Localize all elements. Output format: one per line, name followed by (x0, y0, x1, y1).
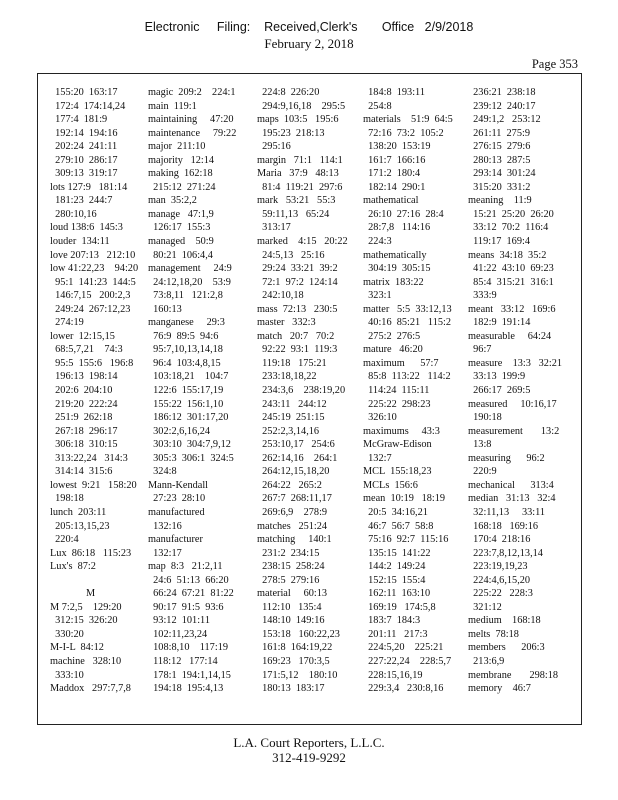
index-entry-line: 233:18,18,22 (257, 371, 317, 383)
index-entry-line: 72:1 97:2 124:14 (257, 276, 338, 288)
index-entry-line: 198:18 (50, 493, 84, 505)
reporter-phone: 312-419-9292 (272, 750, 346, 765)
index-entry-line: 293:14 301:24 (468, 168, 536, 180)
index-entry-line: 274:19 (50, 317, 84, 329)
index-entry-line: 249:24 267:12,23 (50, 303, 131, 315)
index-entry-line: 186:12 301:17,20 (148, 412, 229, 424)
index-entry-line: 225:22 228:3 (468, 588, 533, 600)
index-entry-line: 238:15 258:24 (257, 561, 325, 573)
index-entry-line: 245:19 251:15 (257, 412, 325, 424)
index-entry-line: 178:1 194:1,14,15 (148, 669, 231, 681)
index-entry-line: meaning 11:9 (468, 195, 532, 207)
index-entry-line: 192:14 194:16 (50, 127, 118, 139)
index-entry-line: 205:13,15,23 (50, 520, 110, 532)
index-entry-line: membrane 298:18 (468, 669, 559, 681)
index-entry-line: 234:3,6 238:19,20 (257, 385, 346, 397)
index-entry-line: 302:2,6,16,24 (148, 425, 211, 437)
index-entry-line: means 34:18 35:2 (468, 249, 547, 261)
index-entry-line: 224:5,20 225:21 (363, 642, 444, 654)
index-entry-line: 103:18,21 104:7 (148, 371, 229, 383)
index-entry-line: 249:1,2 253:12 (468, 114, 541, 126)
index-entry-line: medium 168:18 (468, 615, 541, 627)
index-entry-line: 46:7 56:7 58:8 (363, 520, 434, 532)
index-entry-line: 40:16 85:21 115:2 (363, 317, 452, 329)
index-entry-line: mechanical 313:4 (468, 479, 554, 491)
index-entry-line: 315:20 331:2 (468, 181, 531, 193)
index-entry-line: 239:12 240:17 (468, 100, 536, 112)
index-entry-line: 119:18 175:21 (257, 357, 327, 369)
index-entry-line: marked 4:15 20:22 (257, 236, 348, 248)
index-entry-line: 330:20 (50, 628, 84, 640)
index-entry-line: 312:15 326:20 (50, 615, 118, 627)
index-entry-line: 309:13 319:17 (50, 168, 118, 180)
index-entry-line: mathematically (363, 249, 427, 261)
index-entry-line: 280:13 287:5 (468, 154, 531, 166)
index-entry-line: 253:10,17 254:6 (257, 439, 335, 451)
index-entry-line: meant 33:12 169:6 (468, 303, 556, 315)
index-entry-line: manufacturer (148, 534, 203, 546)
index-entry-line: 184:8 193:11 (363, 87, 425, 98)
index-entry-line: 323:1 (363, 290, 392, 302)
index-entry-line: matter 5:5 33:12,13 (363, 303, 452, 315)
index-entry-line: managed 50:9 (148, 236, 214, 248)
index-entry-line: loud 138:6 145:3 (50, 222, 123, 234)
index-entry-line: lunch 203:11 (50, 506, 107, 518)
index-entry-line: 155:22 156:1,10 (148, 398, 224, 410)
index-entry-line: 306:18 310:15 (50, 439, 118, 451)
index-entry-line: 169:23 170:3,5 (257, 655, 330, 667)
filing-stamp: Electronic Filing: Received,Clerk's Office 2/9/2018 (144, 20, 474, 34)
index-entry-line: 95:5 155:6 196:8 (50, 357, 134, 369)
index-entry-line: 59:11,13 65:24 (257, 208, 330, 220)
index-entry-line: 29:24 33:21 39:2 (257, 263, 338, 275)
index-entry-line: manufactured (148, 506, 205, 518)
index-entry-line: 224:8 226:20 (257, 87, 320, 98)
index-entry-line: map 8:3 21:2,11 (148, 561, 223, 573)
index-entry-line: 278:5 279:16 (257, 574, 320, 586)
index-entry-line: 269:6,9 278:9 (257, 506, 328, 518)
index-column-4 (363, 86, 466, 696)
index-entry-line: 148:10 149:16 (257, 615, 325, 627)
index-entry-line: 196:13 198:14 (50, 371, 118, 383)
index-entry-line: louder 134:11 (50, 236, 110, 248)
index-entry-line: Lux 86:18 115:23 (50, 547, 132, 559)
index-entry-line: MCLs 156:6 (363, 479, 418, 491)
index-entry-line: 85:8 113:22 114:2 (363, 371, 451, 383)
index-column-1 (50, 86, 153, 696)
index-entry-line: lower 12:15,15 (50, 330, 115, 342)
index-entry-line: 119:17 169:4 (468, 236, 530, 248)
index-entry-line: 213:6,9 (468, 655, 505, 667)
index-entry-line: maximums 43:3 (363, 425, 440, 437)
index-entry-line: Maddox 297:7,7,8 (50, 683, 131, 695)
index-entry-line: 171:5,12 180:10 (257, 669, 338, 681)
index-entry-line: 41:22 43:10 69:23 (468, 263, 554, 275)
index-entry-line: MCL 155:18,23 (363, 466, 432, 478)
index-entry-line: 161:7 166:16 (363, 154, 426, 166)
index-entry-line: 33:13 199:9 (468, 371, 526, 383)
index-entry-line: 304:19 305:15 (363, 263, 431, 275)
index-entry-line: Lux's 87:2 (50, 561, 96, 573)
index-entry-line: 96:7 (468, 344, 492, 356)
index-entry-line: love 207:13 212:10 (50, 249, 136, 261)
index-entry-line: 85:4 315:21 316:1 (468, 276, 554, 288)
index-entry-line: mature 46:20 (363, 344, 423, 356)
index-entry-line: main 119:1 (148, 100, 197, 112)
index-column-2 (148, 86, 251, 696)
index-entry-line: lowest 9:21 158:20 (50, 479, 137, 491)
index-entry-line: 95:1 141:23 144:5 (50, 276, 136, 288)
index-entry-line: 321:12 (468, 601, 502, 613)
index-entry-line: matrix 183:22 (363, 276, 424, 288)
index-entry-line: 24:5,13 25:16 (257, 249, 325, 261)
index-entry-line: 313:17 (257, 222, 291, 234)
index-entry-line: 333:9 (468, 290, 497, 302)
index-entry-line: mathematical (363, 195, 419, 207)
index-entry-line: members 206:3 (468, 642, 545, 654)
index-entry-line: material 60:13 (257, 588, 328, 600)
index-entry-line: 295:16 (257, 141, 291, 153)
index-entry-line: 219:20 222:24 (50, 398, 118, 410)
index-entry-line: mass 72:13 230:5 (257, 303, 338, 315)
index-entry-line: 223:19,19,23 (468, 561, 528, 573)
index-entry-line: 264:12,15,18,20 (257, 466, 330, 478)
index-entry-line: 314:14 315:6 (50, 466, 113, 478)
index-entry-line: 33:12 70:2 116:4 (468, 222, 549, 234)
index-entry-line: 135:15 141:22 (363, 547, 431, 559)
index-entry-line: manganese 29:3 (148, 317, 225, 329)
index-entry-line: 75:16 92:7 115:16 (363, 534, 449, 546)
index-entry-line: Mann-Kendall (148, 479, 209, 491)
index-entry-line: machine 328:10 (50, 655, 122, 667)
index-entry-line: maintaining 47:20 (148, 114, 234, 126)
index-entry-line: man 35:2,2 (148, 195, 197, 207)
index-entry-line: median 31:13 32:4 (468, 493, 556, 505)
index-entry-line: 262:14,16 264:1 (257, 452, 338, 464)
index-entry-line: 144:2 149:24 (363, 561, 426, 573)
index-entry-line: 95:7,10,13,14,18 (148, 344, 223, 356)
index-entry-line: mark 53:21 55:3 (257, 195, 336, 207)
index-entry-line: 68:5,7,21 74:3 (50, 344, 123, 356)
index-entry-line: maintenance 79:22 (148, 127, 237, 139)
index-entry-line: low 41:22,23 94:20 (50, 263, 139, 275)
word-index (37, 73, 580, 723)
index-entry-line: 182:9 191:14 (468, 317, 531, 329)
index-entry-line: majority 12:14 (148, 154, 215, 166)
index-entry-line: 153:18 160:22,23 (257, 628, 340, 640)
index-entry-line: 169:19 174:5,8 (363, 601, 436, 613)
index-entry-line: 28:7,8 114:16 (363, 222, 431, 234)
index-entry-line: 279:10 286:17 (50, 154, 118, 166)
index-entry-line: 182:14 290:1 (363, 181, 426, 193)
index-entry-line: 160:13 (148, 303, 182, 315)
index-entry-line: 254:8 (363, 100, 392, 112)
index-entry-line: mean 10:19 18:19 (363, 493, 446, 505)
index-entry-line: 76:9 89:5 94:6 (148, 330, 219, 342)
index-entry-line: 195:23 218:13 (257, 127, 325, 139)
index-entry-line: 81:4 119:21 297:6 (257, 181, 343, 193)
index-entry-line: 171:2 180:4 (363, 168, 421, 180)
index-entry-line: M 7:2,5 129:20 (50, 601, 122, 613)
index-entry-line: 264:22 265:2 (257, 479, 322, 491)
index-entry-line: 132:16 (148, 520, 182, 532)
index-entry-line: 276:15 279:6 (468, 141, 531, 153)
index-entry-line: 73:8,11 121:2,8 (148, 290, 223, 302)
index-entry-line: lots 127:9 181:14 (50, 181, 128, 193)
index-entry-line: 122:6 155:17,19 (148, 385, 224, 397)
index-entry-line: 90:17 91:5 93:6 (148, 601, 224, 613)
index-entry-line: 220:4 (50, 534, 79, 546)
index-entry-line: 183:7 184:3 (363, 615, 421, 627)
index-entry-line: 155:20 163:17 (50, 87, 118, 98)
index-entry-line: 267:18 296:17 (50, 425, 118, 437)
index-entry-line: 324:8 (148, 466, 177, 478)
index-entry-line: major 211:10 (148, 141, 206, 153)
index-entry-line: 112:10 135:4 (257, 601, 322, 613)
index-entry-line: 305:3 306:1 324:5 (148, 452, 234, 464)
index-entry-line: 194:18 195:4,13 (148, 683, 224, 695)
index-entry-line: 24:12,18,20 53:9 (148, 276, 231, 288)
index-entry-line: 66:24 67:21 81:22 (148, 588, 234, 600)
index-entry-line: 118:12 177:14 (148, 655, 218, 667)
index-entry-line: 236:21 238:18 (468, 87, 536, 98)
index-entry-line: 27:23 28:10 (148, 493, 206, 505)
index-entry-line: master 332:3 (257, 317, 316, 329)
index-entry-line: 168:18 169:16 (468, 520, 539, 532)
index-entry-line (50, 574, 153, 588)
index-entry-line: 146:7,15 200:2,3 (50, 290, 131, 302)
index-entry-line: 96:4 103:4,8,15 (148, 357, 221, 369)
index-entry-line: 202:24 241:11 (50, 141, 118, 153)
index-entry-line: 231:2 234:15 (257, 547, 320, 559)
index-entry-line: 280:10,16 (50, 208, 97, 220)
index-entry-line: matches 251:24 (257, 520, 328, 532)
index-entry-line: 181:23 244:7 (50, 195, 113, 207)
index-entry-line: 102:11,23,24 (148, 628, 208, 640)
index-entry-line: 32:11,13 33:11 (468, 506, 546, 518)
index-entry-line: 313:22,24 314:3 (50, 452, 128, 464)
index-entry-line: memory 46:7 (468, 683, 531, 695)
index-entry-line: match 20:7 70:2 (257, 330, 335, 342)
index-entry-line: 170:4 218:16 (468, 534, 531, 546)
index-entry-line: 80:21 106:4,4 (148, 249, 213, 261)
index-entry-line: matching 140:1 (257, 534, 332, 546)
index-entry-line: 251:9 262:18 (50, 412, 113, 424)
index-entry-line: 266:17 269:5 (468, 385, 531, 397)
index-entry-line: 190:18 (468, 412, 502, 424)
index-entry-line: 20:5 34:16,21 (363, 506, 428, 518)
index-entry-line: 303:10 304:7,9,12 (148, 439, 231, 451)
index-entry-line: 225:22 298:23 (363, 398, 431, 410)
index-entry-line: making 162:18 (148, 168, 213, 180)
index-entry-line: management 24:9 (148, 263, 232, 275)
index-entry-line: measurement 13:2 (468, 425, 560, 437)
index-entry-line: 126:17 155:3 (148, 222, 211, 234)
index-entry-line: 220:9 (468, 466, 497, 478)
index-entry-line: 161:8 164:19,22 (257, 642, 333, 654)
index-entry-line: 177:4 181:9 (50, 114, 108, 126)
filing-date: February 2, 2018 (264, 36, 354, 51)
index-entry-line: measure 13:3 32:21 (468, 357, 563, 369)
index-entry-line: 242:10,18 (257, 290, 304, 302)
index-entry-line: 132:17 (148, 547, 182, 559)
index-entry-line: 26:10 27:16 28:4 (363, 208, 444, 220)
reporter-name: L.A. Court Reporters, L.L.C. (233, 735, 385, 750)
index-entry-line: 172:4 174:14,24 (50, 100, 126, 112)
index-entry-line: 261:11 275:9 (468, 127, 530, 139)
index-entry-line: materials 51:9 64:5 (363, 114, 453, 126)
index-entry-line: Maria 37:9 48:13 (257, 168, 339, 180)
index-entry-line: 180:13 183:17 (257, 683, 325, 695)
index-entry-line: 223:7,8,12,13,14 (468, 547, 543, 559)
index-entry-line: 15:21 25:20 26:20 (468, 208, 554, 220)
index-entry-line: maps 103:5 195:6 (257, 114, 339, 126)
index-entry-line: 215:12 271:24 (148, 181, 216, 193)
index-column-5 (468, 86, 571, 696)
index-entry-line: 108:8,10 117:19 (148, 642, 228, 654)
index-entry-line: maximum 57:7 (363, 357, 439, 369)
index-entry-line: measuring 96:2 (468, 452, 545, 464)
index-entry-line: 114:24 115:11 (363, 385, 430, 397)
index-entry-line: 267:7 268:11,17 (257, 493, 332, 505)
index-entry-line: margin 71:1 114:1 (257, 154, 343, 166)
index-entry-line: 275:2 276:5 (363, 330, 421, 342)
index-entry-line: 224:4,6,15,20 (468, 574, 531, 586)
index-entry-line: manage 47:1,9 (148, 208, 214, 220)
index-entry-line: M-I-L 84:12 (50, 642, 104, 654)
index-entry-line: 224:3 (363, 236, 392, 248)
index-column-3 (257, 86, 360, 696)
index-entry-line: 92:22 93:1 119:3 (257, 344, 338, 356)
index-entry-line: 24:6 51:13 66:20 (148, 574, 229, 586)
index-entry-line: melts 78:18 (468, 628, 519, 640)
index-entry-line: 138:20 153:19 (363, 141, 431, 153)
index-entry-line: 152:15 155:4 (363, 574, 426, 586)
index-entry-line: 294:9,16,18 295:5 (257, 100, 346, 112)
index-entry-line: 227:22,24 228:5,7 (363, 655, 452, 667)
index-entry-line: 243:11 244:12 (257, 398, 327, 410)
index-entry-line: 228:15,16,19 (363, 669, 423, 681)
index-entry-line: 202:6 204:10 (50, 385, 113, 397)
index-entry-line: 93:12 101:11 (148, 615, 210, 627)
index-entry-line: 252:2,3,14,16 (257, 425, 320, 437)
index-entry-line: 162:11 163:10 (363, 588, 431, 600)
index-entry-line: 229:3,4 230:8,16 (363, 683, 444, 695)
index-entry-line: 72:16 73:2 105:2 (363, 127, 444, 139)
index-entry-line: 326:10 (363, 412, 397, 424)
index-entry-line: 333:10 (50, 669, 84, 681)
index-entry-line: M (50, 588, 96, 600)
index-entry-line: 13:8 (468, 439, 492, 451)
index-entry-line: 132:7 (363, 452, 392, 464)
index-entry-line: 201:11 217:3 (363, 628, 428, 640)
index-entry-line: measurable 64:24 (468, 330, 552, 342)
index-entry-line: magic 209:2 224:1 (148, 87, 236, 98)
index-entry-line: McGraw-Edison (363, 439, 432, 451)
page-number: Page 353 (531, 57, 578, 71)
index-entry-line: measured 10:16,17 (468, 398, 557, 410)
